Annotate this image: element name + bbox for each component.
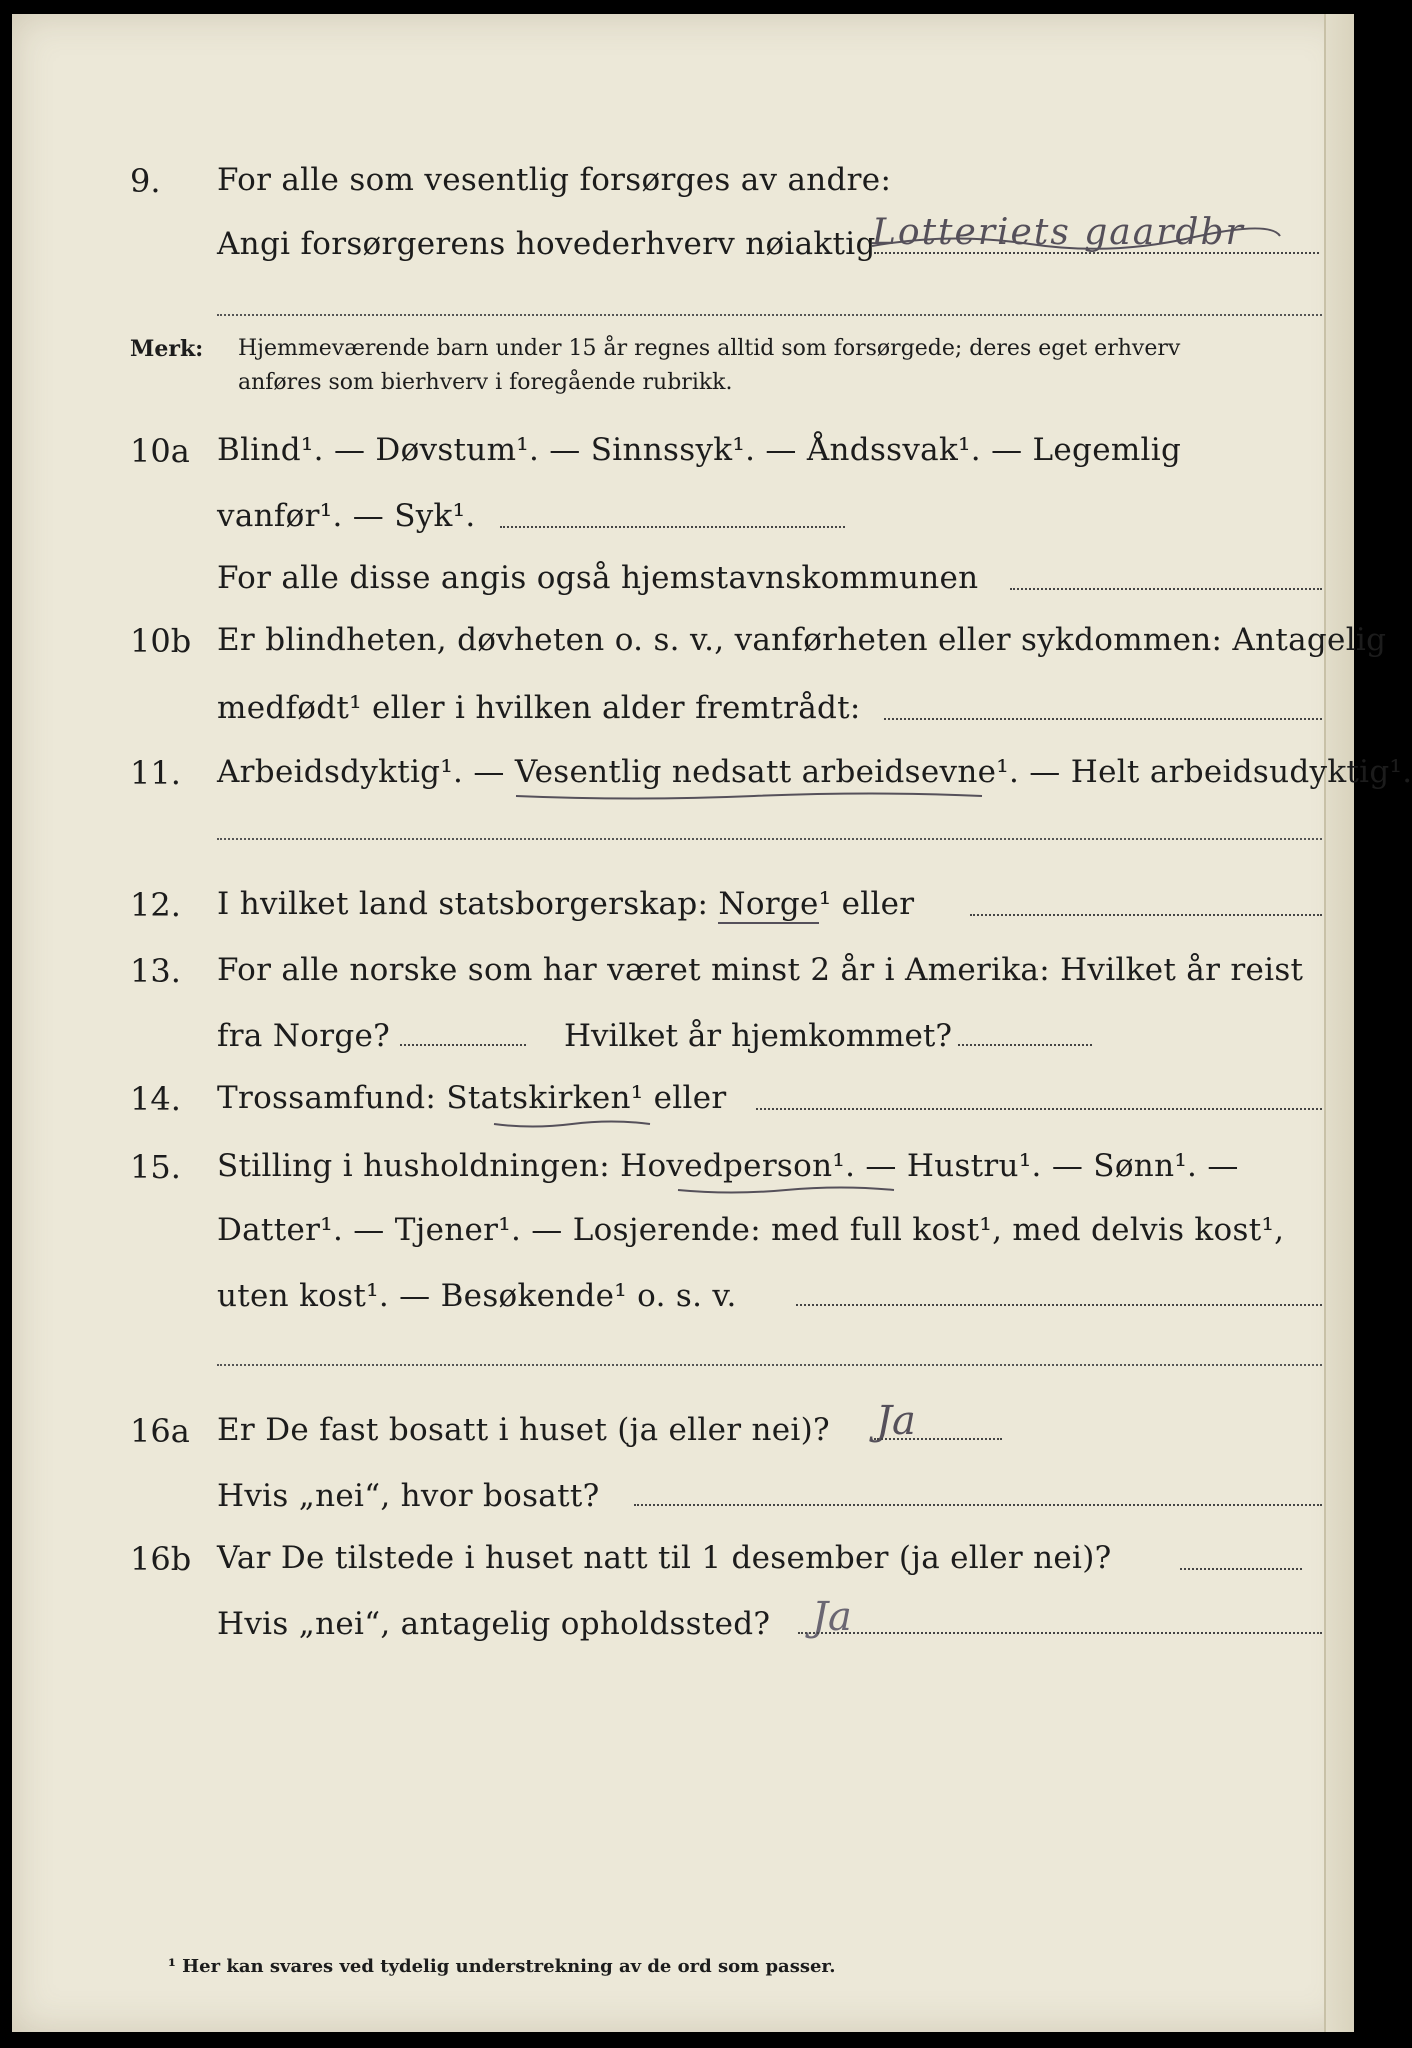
- question-16b-answer-line: [1180, 1568, 1302, 1570]
- question-10a-number: 10a: [130, 432, 190, 470]
- question-14-line1: [217, 1080, 727, 1116]
- question-16b-number: 16b: [130, 1540, 192, 1578]
- question-14-number: 14.: [130, 1080, 181, 1118]
- question-15-line2: Datter¹. — Tjener¹. — Losjerende: med full kost¹, med delvis kost¹,: [217, 1212, 1285, 1248]
- question-13-line2b: Hvilket år hjemkommet?: [564, 1018, 952, 1054]
- question-16b-line1: Var De tilstede i huset natt til 1 desember (ja eller nei)?: [217, 1540, 1112, 1576]
- question-16a-line2: Hvis „nei“, hvor bosatt?: [217, 1478, 600, 1514]
- question-14-answer-line: [756, 1108, 1322, 1110]
- question-9-line1: For alle som vesentlig forsørges av andre:: [217, 162, 892, 198]
- question-10a-home-municipality-line: [1010, 588, 1322, 590]
- question-11-underline-mark: [514, 790, 984, 804]
- option-norge-underlined: Norge: [718, 886, 819, 922]
- question-13-line2a: fra Norge?: [217, 1018, 391, 1054]
- footnote: ¹ Her kan svares ved tydelig understrekning av de ord som passer.: [168, 1956, 836, 1977]
- question-10b-answer-line: [884, 718, 1322, 720]
- question-16b-line2: Hvis „nei“, antagelig opholdssted?: [217, 1606, 771, 1642]
- question-15-text: Stilling i husholdningen:: [217, 1148, 621, 1184]
- page-fold-edge: [1324, 14, 1354, 2032]
- question-16a-answer-line: [874, 1438, 1002, 1440]
- option-arbeidsdyktig: Arbeidsdyktig¹. —: [217, 754, 515, 790]
- question-13-year-returned-line: [958, 1044, 1092, 1046]
- question-11-number: 11.: [130, 754, 181, 792]
- question-10a-line1: Blind¹. — Døvstum¹. — Sinnssyk¹. — Åndssvak¹. — Legemlig: [217, 432, 1182, 468]
- question-15-underline-mark: [676, 1184, 896, 1198]
- option-helt-arbeidsudyktig: ¹. — Helt arbeidsudyktig¹.: [996, 754, 1412, 790]
- question-9-answer-line: [874, 252, 1319, 254]
- question-11-extra-line: [217, 838, 1322, 840]
- question-12-text: I hvilket land statsborgerskap:: [217, 886, 719, 922]
- note-line1: Hjemmeværende barn under 15 år regnes alltid som forsørgede; deres eget erhverv: [238, 336, 1181, 361]
- question-12-line1: [217, 886, 914, 922]
- question-16b-where-line: [798, 1632, 1322, 1634]
- question-12-eller: ¹ eller: [818, 886, 915, 922]
- census-form-page: [12, 14, 1412, 2032]
- question-9-extra-line: [217, 314, 1322, 316]
- question-16a-line1: Er De fast bosatt i huset (ja eller nei)?: [217, 1412, 830, 1448]
- question-13-line1: For alle norske som har været minst 2 år i Amerika: Hvilket år reist: [217, 952, 1304, 988]
- question-16a-handwritten-answer: Ja: [876, 1398, 916, 1444]
- question-14-text: Trossamfund:: [217, 1080, 447, 1116]
- question-10a-line2: vanfør¹. — Syk¹.: [217, 498, 476, 534]
- question-15-extra-line: [217, 1364, 1322, 1366]
- question-10b-line2: medfødt¹ eller i hvilken alder fremtrådt:: [217, 690, 861, 726]
- question-9-line2: Angi forsørgerens hovederhverv nøiaktig: [217, 226, 876, 262]
- question-10a-line3: For alle disse angis også hjemstavnskommunen: [217, 560, 979, 596]
- question-15-line1: [217, 1148, 1239, 1184]
- option-vesentlig-nedsatt-underlined: Vesentlig nedsatt arbeidsevne: [514, 754, 997, 790]
- question-10b-number: 10b: [130, 622, 192, 660]
- question-12-answer-line: [970, 914, 1322, 916]
- question-9-number: 9.: [130, 162, 161, 200]
- question-15-options: ¹. — Hustru¹. — Sønn¹. —: [832, 1148, 1239, 1184]
- question-10b-line1: Er blindheten, døvheten o. s. v., vanførheten eller sykdommen: Antagelig: [217, 622, 1387, 658]
- note-label: Merk:: [130, 336, 204, 362]
- question-16b-handwritten-answer: Ja: [812, 1594, 852, 1640]
- note-line2: anføres som bierhverv i foregående rubrikk.: [238, 370, 733, 395]
- question-15-answer-line: [796, 1304, 1322, 1306]
- question-16a-number: 16a: [130, 1412, 190, 1450]
- question-16a-where-line: [634, 1504, 1322, 1506]
- question-15-number: 15.: [130, 1148, 181, 1186]
- question-14-eller: ¹ eller: [630, 1080, 727, 1116]
- question-9-handwritten-answer: Lotteriets gaardbr: [872, 212, 1245, 253]
- question-12-number: 12.: [130, 886, 181, 924]
- question-15-line3: uten kost¹. — Besøkende¹ o. s. v.: [217, 1278, 737, 1314]
- option-statskirken-underlined: Statskirken: [446, 1080, 631, 1116]
- question-14-underline-mark: [492, 1118, 652, 1132]
- question-11-line1: [217, 754, 1412, 790]
- option-hovedperson-underlined: Hovedperson: [620, 1148, 833, 1184]
- question-13-year-left-line: [400, 1044, 526, 1046]
- question-13-number: 13.: [130, 952, 181, 990]
- question-10a-answer-line: [500, 526, 845, 528]
